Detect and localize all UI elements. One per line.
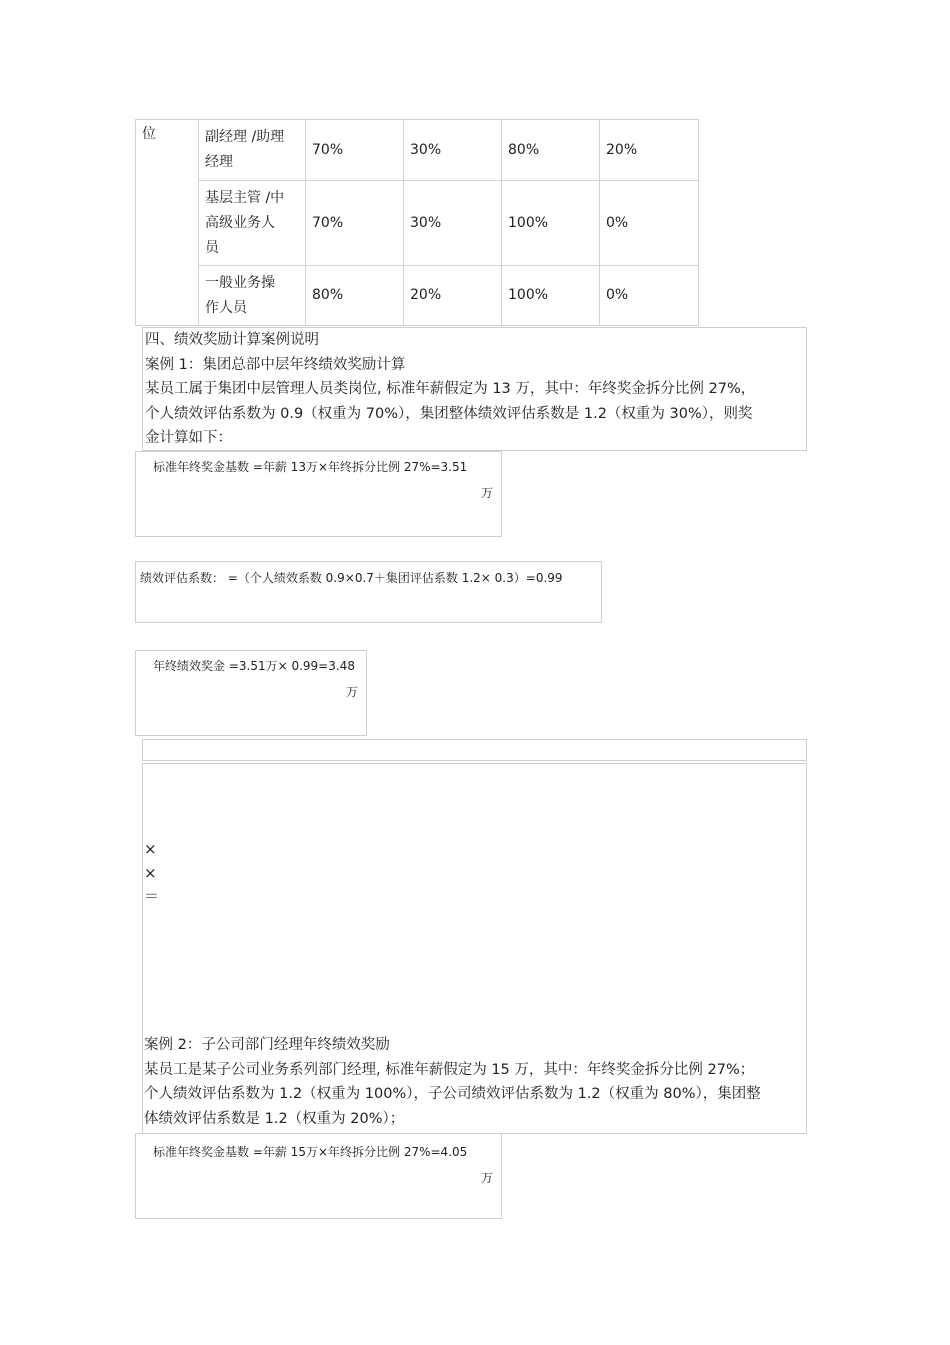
position-cell: 位: [136, 120, 199, 326]
value-cell: 0%: [600, 181, 699, 266]
case1-text-line: 金计算如下：: [145, 430, 232, 446]
role-cell: [199, 266, 306, 326]
role-line: 一般业务操: [205, 274, 275, 291]
calc-box-base: [135, 451, 502, 537]
value-cell: 80%: [306, 266, 404, 326]
multiply-symbol: ×: [144, 864, 157, 882]
calc-box-coefficient: [135, 561, 602, 623]
calc-unit: 万: [480, 1171, 493, 1185]
value-cell: 80%: [502, 120, 600, 181]
table-row: [136, 120, 699, 181]
value-cell: 20%: [404, 266, 502, 326]
case2-text: [144, 1033, 761, 1131]
calc-line: 标准年终奖金基数 =年薪 13万×年终拆分比例 27%=3.51: [153, 460, 468, 474]
role-line: 员: [205, 239, 219, 256]
value-cell: 100%: [502, 181, 600, 266]
role-line: 经理: [205, 154, 233, 170]
section4-box: [142, 327, 807, 451]
calc-line: 标准年终奖金基数 =年薪 15万×年终拆分比例 27%=4.05: [153, 1145, 468, 1159]
role-line: 作人员: [205, 299, 247, 316]
case2-text-line: 体绩效评估系数是 1.2（权重为 20%）；: [144, 1110, 405, 1127]
value-cell: 30%: [404, 181, 502, 266]
case2-text-line: 个人绩效评估系数为 1.2（权重为 100%），子公司绩效评估系数为 1.2（权重为 80%），集团整: [144, 1086, 761, 1102]
role-cell: [199, 120, 306, 181]
calc-unit: 万: [345, 685, 358, 699]
role-line: 副经理 /助理: [205, 129, 285, 145]
case1-title: 案例 1：集团总部中层年终绩效奖励计算: [145, 356, 406, 373]
calc-line: 绩效评估系数： =（个人绩效系数 0.9×0.7＋集团评估系数 1.2× 0.3）=0.99: [140, 571, 563, 585]
role-cell: [199, 181, 306, 266]
calc-unit: 万: [480, 486, 493, 500]
value-cell: 20%: [600, 120, 699, 181]
value-cell: 70%: [306, 120, 404, 181]
case2-text-line: 某员工是某子公司业务系列部门经理, 标准年薪假定为 15 万，其中：年终奖金拆分比例 27%；: [144, 1061, 755, 1078]
empty-box: [142, 739, 807, 761]
calc-box-base-2: [135, 1133, 502, 1219]
value-cell: 70%: [306, 181, 404, 266]
case1-text-line: 某员工属于集团中层管理人员类岗位, 标准年薪假定为 13 万，其中：年终奖金拆分比例 27%，: [145, 381, 756, 397]
calc-box-bonus: [135, 650, 367, 736]
table-row: [136, 181, 699, 266]
role-line: 高级业务人: [205, 214, 275, 231]
table-row: [136, 266, 699, 326]
case1-text-line: 个人绩效评估系数为 0.9（权重为 70%），集团整体绩效评估系数是 1.2（权重为 30%），则奖: [145, 405, 753, 422]
role-line: 基层主管 /中: [205, 189, 285, 206]
value-cell: 100%: [502, 266, 600, 326]
case2-title: 案例 2：子公司部门经理年终绩效奖励: [144, 1037, 390, 1053]
value-cell: 0%: [600, 266, 699, 326]
equals-symbol: ＝: [144, 887, 160, 905]
value-cell: 30%: [404, 120, 502, 181]
coefficient-table: [135, 119, 699, 326]
section-heading: 四、绩效奖励计算案例说明: [145, 332, 319, 348]
multiply-symbol: ×: [144, 840, 157, 858]
calc-line: 年终绩效奖金 =3.51万× 0.99=3.48: [153, 659, 355, 673]
